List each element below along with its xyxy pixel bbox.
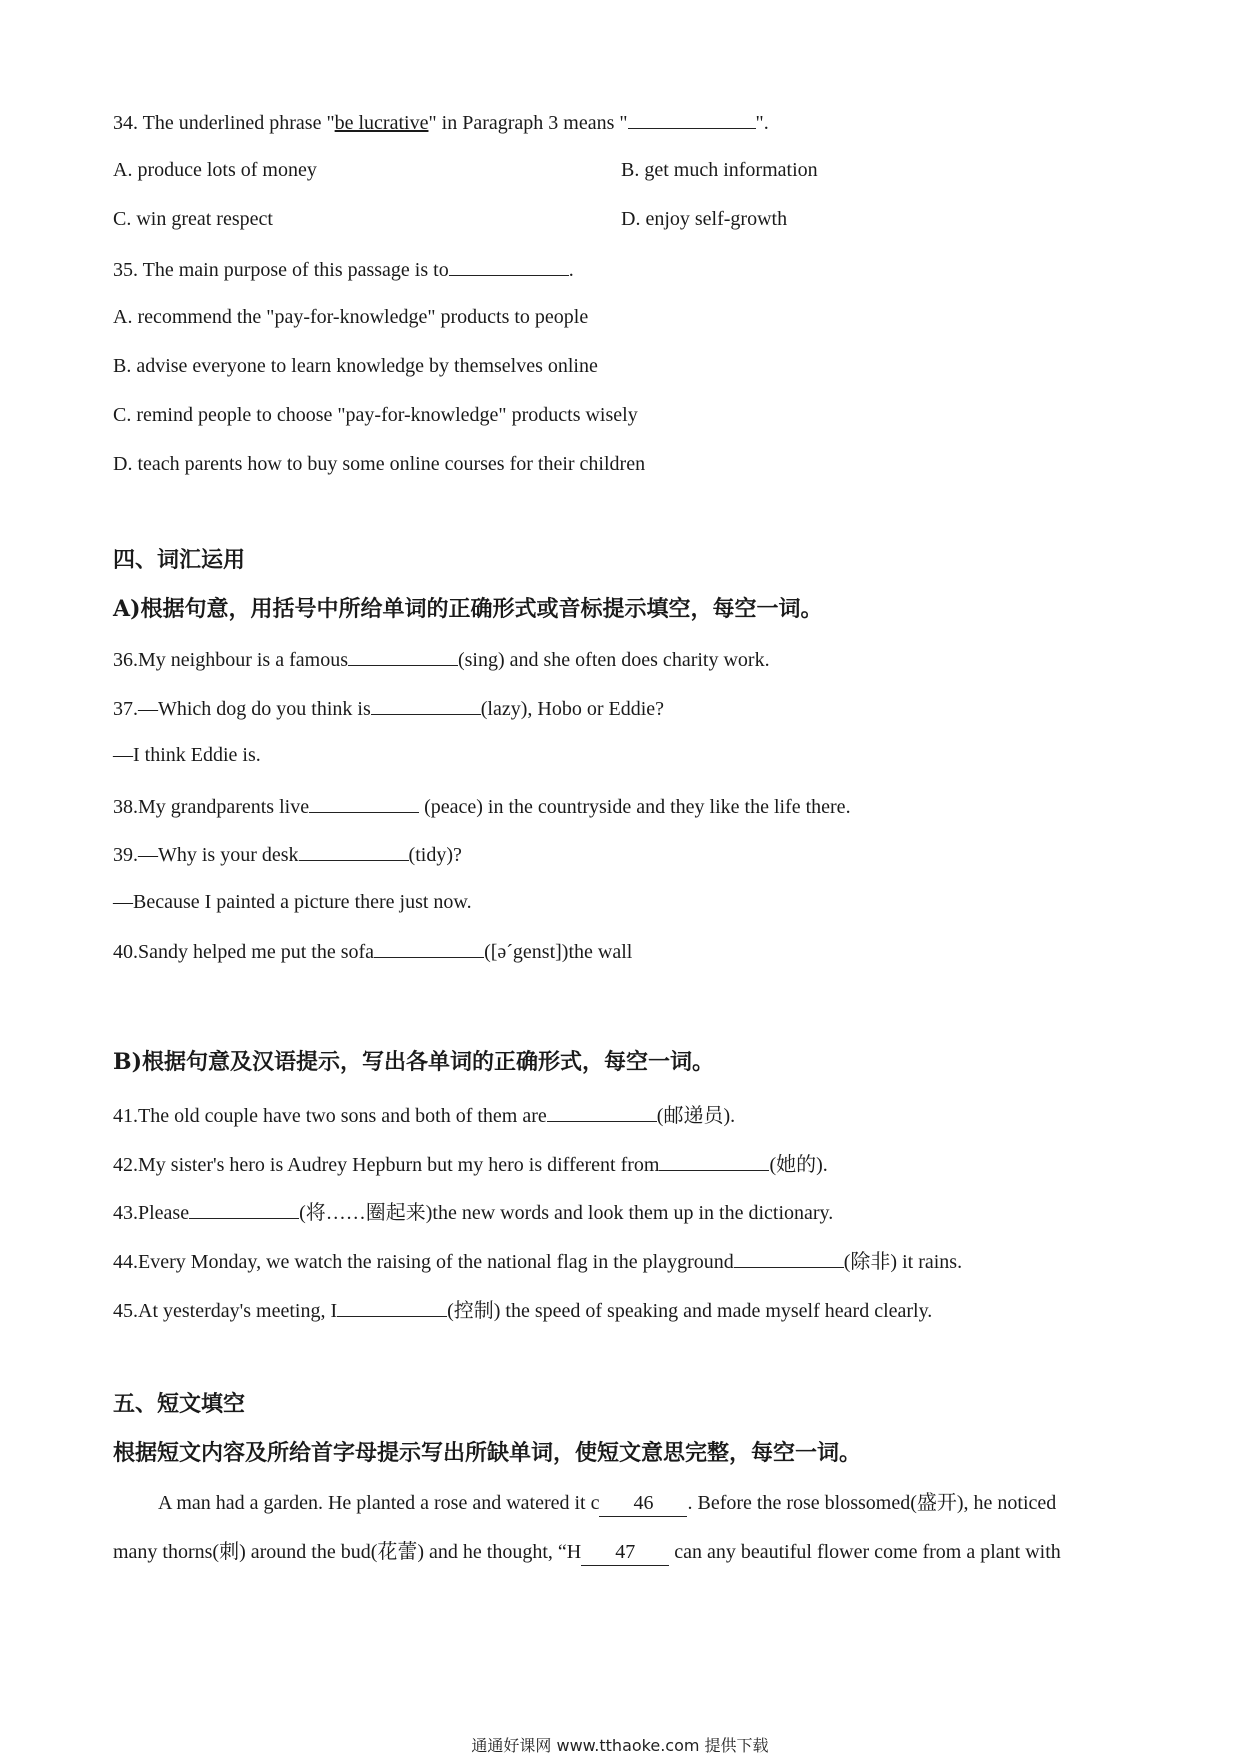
q34-option-b: B. get much information [621, 159, 818, 181]
q45-pre: 45.At yesterday's meeting, I [113, 1300, 338, 1322]
q35-stem-text: 35. The main purpose of this passage is to [113, 259, 449, 281]
q45-blank[interactable] [337, 1296, 447, 1317]
passage-line-1-a: A man had a garden. He planted a rose and watered it c [158, 1492, 600, 1514]
q36-pre: 36.My neighbour is a famous [113, 649, 348, 671]
section4-part-b-instruction: B)根据句意及汉语提示，写出各单词的正确形式，每空一词。 [113, 1049, 715, 1075]
q41 [113, 1101, 735, 1129]
q45-post: (控制) the speed of speaking and made myself heard clearly. [447, 1300, 933, 1322]
q45 [113, 1296, 932, 1324]
q38-post: (peace) in the countryside and they like the life there. [419, 796, 851, 818]
q44-post: (除非) it rains. [843, 1251, 963, 1273]
q43-pre: 43.Please [113, 1202, 190, 1224]
q40-pre: 40.Sandy helped me put the sofa [113, 941, 375, 963]
q35-option-b: B. advise everyone to learn knowledge by themselves online [113, 355, 598, 377]
q35-option-c: C. remind people to choose "pay-for-knowledge" products wisely [113, 404, 638, 426]
q37-blank[interactable] [371, 694, 481, 715]
passage-line-1 [158, 1490, 1056, 1517]
passage-line-2-a: many thorns(刺) around the bud(花蕾) and he thought, “H [113, 1541, 582, 1563]
q44-blank[interactable] [734, 1247, 844, 1268]
passage-line-2 [113, 1539, 1061, 1566]
q44 [113, 1247, 962, 1275]
q38-blank[interactable] [309, 792, 419, 813]
section4-title: 四、词汇运用 [113, 547, 246, 573]
page-footer: 通通好课网 www.tthaoke.com 提供下载 [471, 1736, 769, 1755]
q41-post: (邮递员). [656, 1105, 736, 1127]
q41-blank[interactable] [547, 1101, 657, 1122]
q43-post: (将……圈起来)the new words and look them up in the dictionary. [299, 1202, 834, 1224]
q39 [113, 840, 462, 868]
q43-blank[interactable] [189, 1198, 299, 1219]
q37-pre: 37.—Which dog do you think is [113, 698, 371, 720]
q37 [113, 694, 664, 722]
q34-pre: 34. The underlined phrase " [113, 112, 335, 134]
q36-blank[interactable] [348, 645, 458, 666]
q40-post: ([əˊgenst])the wall [484, 941, 633, 963]
q36-post: (sing) and she often does charity work. [457, 649, 770, 671]
q35-blank[interactable] [449, 255, 569, 276]
q34-option-c: C. win great respect [113, 208, 273, 230]
blank-46[interactable]: 46 [599, 1490, 687, 1517]
section5-title: 五、短文填空 [113, 1391, 246, 1417]
q34-blank[interactable] [628, 108, 756, 129]
q43 [113, 1198, 833, 1226]
q38-pre: 38.My grandparents live [113, 796, 310, 818]
q37-post: (lazy), Hobo or Eddie? [480, 698, 665, 720]
passage-line-1-b: . Before the rose blossomed(盛开), he noticed [687, 1492, 1057, 1514]
q34-post: " in Paragraph 3 means " [428, 112, 628, 134]
q37-reply: —I think Eddie is. [113, 744, 261, 766]
blank-47[interactable]: 47 [581, 1539, 669, 1566]
q39-blank[interactable] [299, 840, 409, 861]
q39-pre: 39.—Why is your desk [113, 844, 299, 866]
q35-option-a: A. recommend the "pay-for-knowledge" products to people [113, 306, 589, 328]
q36 [113, 645, 770, 673]
q35-stem [113, 255, 574, 283]
section5-instruction: 根据短文内容及所给首字母提示写出所缺单词，使短文意思完整，每空一词。 [113, 1440, 862, 1466]
q34-end: ". [755, 112, 769, 134]
q42-blank[interactable] [659, 1150, 769, 1171]
section4-part-a-instruction: A)根据句意，用括号中所给单词的正确形式或音标提示填空，每空一词。 [113, 596, 823, 622]
q34-option-d: D. enjoy self-growth [621, 208, 788, 230]
q40 [113, 937, 632, 965]
q41-pre: 41.The old couple have two sons and both of them are [113, 1105, 547, 1127]
q42 [113, 1150, 828, 1178]
q42-pre: 42.My sister's hero is Audrey Hepburn but my hero is different from [113, 1154, 660, 1176]
q42-post: (她的). [769, 1154, 828, 1176]
q44-pre: 44.Every Monday, we watch the raising of the national flag in the playground [113, 1251, 734, 1273]
q40-blank[interactable] [374, 937, 484, 958]
q34-phrase: be lucrative [334, 112, 429, 134]
q35-option-d: D. teach parents how to buy some online courses for their children [113, 453, 646, 475]
q39-post: (tidy)? [408, 844, 462, 866]
q39-reply: —Because I painted a picture there just now. [113, 891, 472, 913]
q38 [113, 792, 851, 820]
passage-line-2-b: can any beautiful flower come from a plant with [669, 1541, 1061, 1563]
q35-end: . [568, 259, 574, 281]
q34-option-a: A. produce lots of money [113, 159, 317, 181]
q34-stem [113, 108, 769, 136]
